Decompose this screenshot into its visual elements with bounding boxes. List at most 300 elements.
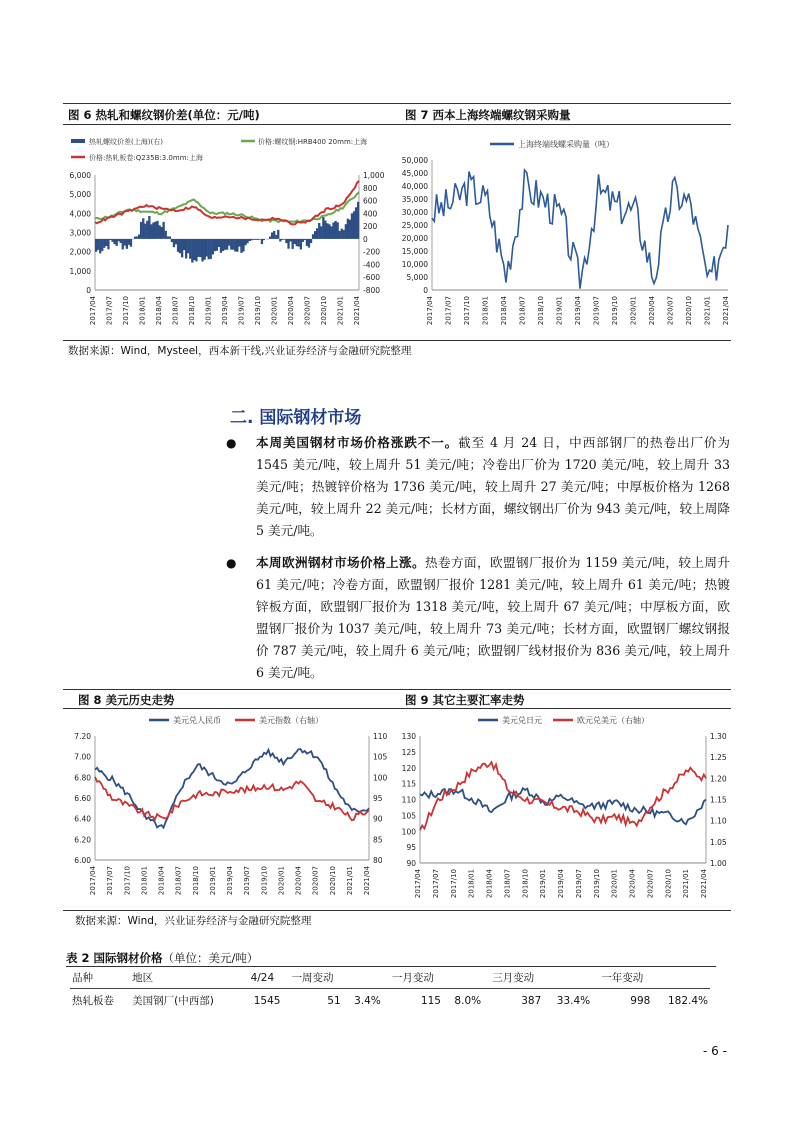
table-cell: 51 [327,994,341,1007]
x-tick-label: 2018/07 [503,869,512,899]
spread-bar [244,239,246,245]
x-tick-label: 2020/01 [629,296,638,326]
spread-bar [191,239,193,263]
spread-bar [113,239,115,244]
x-tick-label: 2018/10 [537,296,545,326]
spread-bar [101,239,103,251]
y-tick-label: 6.00 [74,856,91,865]
x-tick-label: 2021/04 [700,869,708,899]
x-tick-label: 2020/10 [328,866,337,896]
fig9-title: 图 9 其它主要汇率走势 [405,693,525,707]
x-tick-label: 2019/04 [574,296,582,326]
table-cell: 热轧板卷 [72,995,114,1007]
table-header-row [70,967,710,989]
x-tick-label: 2020/07 [303,296,312,326]
x-tick-label: 2019/01 [208,866,217,896]
spread-bar [294,239,296,244]
y-tick-label: 125 [401,747,416,757]
bullet-us-market [226,432,730,542]
spread-bar [271,233,273,239]
x-tick-label: 2021/04 [722,296,730,326]
x-tick-label: 2018/07 [171,296,180,326]
spread-bar [242,239,244,252]
y-tick-label: 2,000 [69,247,91,257]
spread-bar [316,228,318,239]
spread-bar [306,239,308,246]
table-header-cell [343,967,383,989]
table-header-cell [443,967,483,989]
y-tick-label: 5,000 [69,190,91,200]
spread-bar [195,239,197,262]
x-tick-label: 2018/01 [467,869,476,899]
spread-bar [287,239,289,249]
spread-bar [199,239,201,257]
table-cell: 182.4% [667,994,708,1007]
spread-bar [169,237,171,239]
fig9-legend-eur: 欧元兑美元（右轴） [577,716,649,725]
x-tick-label: 2020/10 [320,296,328,326]
spread-bar [99,239,101,254]
spread-bar [175,239,177,244]
spread-bar [187,239,189,253]
x-tick-label: 2017/10 [463,296,471,326]
y-tick-label: 0 [86,286,91,295]
spread-bar [263,239,265,240]
spread-bar [193,239,195,260]
y-right-tick-label: 1.25 [710,753,727,763]
spread-bar [355,207,357,239]
y-tick-label: 7.20 [74,732,91,741]
spread-bar [218,239,220,247]
y-tick-label: 6.40 [74,814,91,824]
spread-bar [255,239,257,240]
y-tick-label: 120 [401,763,416,773]
spread-bar [95,239,97,252]
section-title: 二. 国际钢材市场 [230,408,362,428]
y-right-tick-label: 1,000 [363,171,385,180]
table2-unit: （单位：美元/吨） [162,951,259,965]
x-tick-label: 2019/10 [592,869,601,899]
x-tick-label: 2020/04 [287,296,295,326]
fig7-title: 图 7 西本上海终端螺纹钢采购量 [405,108,571,122]
spread-bar [300,239,302,250]
spread-bar [124,239,126,246]
spread-bar [158,225,160,239]
spread-bar [259,239,261,240]
x-tick-label: 2018/04 [485,869,494,899]
y-right-tick-label: -800 [363,286,381,295]
spread-bar [173,239,175,247]
x-tick-label: 2018/07 [174,866,183,896]
spread-bar [206,239,208,257]
table-header-cell: 一月变动 [383,967,443,989]
x-tick-label: 2021/04 [353,296,361,326]
y-tick-label: 95 [406,843,416,853]
spread-bar [292,239,294,249]
y-tick-label: 6.80 [74,773,91,783]
spread-bar [320,226,322,239]
spread-bar [181,239,183,258]
spread-bar [236,239,238,252]
spread-bar [310,239,312,243]
x-tick-label: 2021/01 [703,296,712,326]
spread-bar [308,239,310,248]
x-tick-label: 2019/07 [592,296,601,326]
fig8-legend-dxy: 美元指数（右轴） [259,716,323,725]
y-tick-label: 5,000 [406,273,428,282]
table-cell: 美国钢厂(中西部) [132,995,214,1007]
spread-bar [234,239,236,252]
table-header-cell: 地区 [130,967,242,989]
y-tick-label: 6,000 [69,171,91,180]
x-tick-label: 2020/04 [294,866,303,896]
x-tick-label: 2018/07 [518,296,527,326]
y-tick-label: 6.20 [74,835,91,845]
spread-bar [140,222,142,239]
spread-bar [275,235,277,239]
spread-bar [324,221,326,239]
y-tick-label: 130 [401,732,416,741]
spread-bar [210,239,212,259]
x-tick-label: 2017/07 [444,296,453,326]
fig8-title: 图 8 美元历史走势 [78,693,175,707]
fig6-legend-spread: 热轧螺纹价差(上海)(右) [89,138,163,146]
table-cell: 387 [521,994,542,1007]
spread-bar [185,239,187,259]
fig7-legend: 上海终端线螺采购量（吨） [518,140,614,149]
y-right-tick-label: 90 [373,814,383,824]
spread-bar [171,239,173,242]
spread-bar [351,213,353,239]
spread-bar [353,211,355,239]
purchase-volume-line [432,170,728,289]
spread-bar [103,239,105,248]
spread-bar [226,239,228,250]
spread-bar [230,239,232,250]
fig6-chart [63,127,398,340]
spread-bar [304,239,306,240]
spread-bar [347,219,349,239]
spread-bar [144,224,146,239]
spread-bar [249,239,251,241]
spread-bar [216,239,218,251]
x-tick-label: 2019/10 [260,866,269,896]
spread-bar [332,223,334,239]
spread-bar [222,239,224,251]
spread-bar [163,222,165,239]
y-right-tick-label: -200 [363,247,381,257]
x-tick-label: 2017/07 [105,296,114,326]
spread-bar [330,226,332,239]
x-tick-label: 2018/10 [191,866,200,896]
source-note-1: 数据来源：Wind，Mysteel，西本新干线,兴业证券经济与金融研究院整理 [68,345,412,357]
spread-bar [328,224,330,239]
x-tick-label: 2019/01 [555,296,564,326]
bullet-dot-icon: ● [226,556,237,570]
y-right-tick-label: 110 [373,732,388,741]
x-tick-label: 2018/01 [140,866,149,896]
table-row [70,989,710,1013]
spread-bar [314,231,316,239]
spread-bar [285,239,287,243]
y-tick-label: 30,000 [401,208,428,217]
spread-bar [269,237,271,239]
fig6-legend-spread-swatch [71,139,85,143]
x-tick-label: 2018/04 [155,296,163,326]
spread-bar [339,231,341,239]
x-tick-label: 2020/10 [664,869,673,899]
x-tick-label: 2019/04 [221,296,229,326]
y-right-tick-label: 400 [363,209,378,219]
table-cell: 8.0% [454,994,482,1007]
y-right-tick-label: 1.20 [710,774,727,784]
x-tick-label: 2017/04 [414,869,422,899]
spread-bar [214,239,216,251]
fig6-legend-rebar: 价格:螺纹钢:HRB400 20mm:上海 [258,138,368,146]
spread-bar [279,239,281,242]
spread-bar [167,236,169,239]
spread-bar [253,239,255,240]
x-tick-label: 2021/01 [345,866,354,896]
fig6-title: 图 6 热轧和螺纹钢价差(单位：元/吨) [68,108,260,122]
y-tick-label: 0 [423,286,428,295]
table-cell: 998 [630,994,651,1007]
page-number: - 6 - [703,1044,727,1058]
spread-bar [337,222,339,239]
x-tick-label: 2020/04 [648,296,656,326]
x-tick-label: 2017/10 [449,869,458,899]
spread-bar [220,239,222,253]
spread-bar [201,239,203,262]
x-tick-label: 2019/07 [574,869,583,899]
y-right-tick-label: 800 [363,183,378,193]
y-right-tick-label: 105 [373,752,388,762]
x-tick-label: 2019/07 [243,866,252,896]
y-tick-label: 90 [406,859,416,868]
fig6-legend-hrc: 价格:热轧板卷:Q235B:3.0mm:上海 [89,154,203,162]
x-tick-label: 2018/10 [521,869,530,899]
spread-bar [138,234,140,239]
spread-bar [156,221,158,239]
spread-bar [142,218,144,239]
table-header-cell [652,967,710,989]
spread-bar [118,239,120,241]
source-note-2: 数据来源：Wind，兴业证券经济与金融研究院整理 [75,915,312,927]
y-tick-label: 3,000 [69,228,91,238]
spread-bar [326,223,328,239]
spread-bar [150,224,152,239]
bullet-us-lead: 本周美国钢材市场价格涨跌不一。 [256,435,459,450]
spread-bar [97,239,99,250]
spread-bar [343,230,345,239]
y-tick-label: 10,000 [401,260,428,269]
y-tick-label: 20,000 [401,234,428,243]
spread-bar [357,202,359,239]
y-right-tick-label: 1.00 [710,859,727,868]
y-tick-label: 15,000 [401,247,428,256]
spread-bar [120,239,122,243]
rebar-price-line [95,192,359,222]
table-cell: 33.4% [556,994,591,1007]
y-tick-label: 115 [401,779,416,789]
x-tick-label: 2018/04 [157,866,166,896]
y-tick-label: 4,000 [69,209,91,219]
spread-bar [228,239,230,246]
spread-bar [349,220,351,239]
spread-bar [240,239,242,253]
y-tick-label: 50,000 [401,156,428,165]
spread-bar [283,239,285,240]
y-tick-label: 40,000 [401,182,428,191]
fig9-chart [398,710,731,910]
spread-bar [111,239,113,242]
y-tick-label: 100 [401,827,416,837]
spread-bar [345,224,347,239]
x-tick-label: 2020/01 [277,866,286,896]
table-cell: 3.4% [354,994,381,1007]
spread-bar [179,239,181,253]
spread-bar [273,231,275,239]
x-tick-label: 2018/01 [138,296,147,326]
y-right-tick-label: 100 [373,773,388,783]
spread-bar [334,221,336,239]
spread-bar [341,229,343,239]
spread-bar [322,217,324,239]
y-tick-label: 1,000 [69,266,91,276]
x-tick-label: 2017/04 [426,296,434,326]
y-right-tick-label: -400 [363,260,381,270]
spread-bar [318,223,320,239]
x-tick-label: 2019/07 [237,296,246,326]
x-tick-label: 2020/07 [646,869,655,899]
x-tick-label: 2019/10 [611,296,619,326]
table-header-cell: 4/24 [242,967,282,989]
y-tick-label: 7.00 [74,752,91,762]
x-tick-label: 2017/07 [106,866,115,896]
x-tick-label: 2021/04 [363,866,371,896]
table-header-cell [543,967,592,989]
spread-bar [116,239,118,246]
x-tick-label: 2019/04 [557,869,565,899]
intl-steel-price-table [70,967,710,1012]
table-header-cell: 一年变动 [592,967,652,989]
y-tick-label: 35,000 [401,195,428,204]
spread-bar [197,239,199,257]
spread-bar [134,237,136,239]
y-right-tick-label: -600 [363,273,381,283]
x-tick-label: 2018/10 [188,296,196,326]
spread-bar [302,239,304,242]
spread-bar [251,239,253,240]
spread-bar [122,239,124,250]
x-tick-label: 2020/07 [311,866,320,896]
x-tick-label: 2021/01 [682,869,691,899]
table-header-cell: 一周变动 [282,967,342,989]
y-right-tick-label: 95 [373,794,383,803]
spread-bar [165,231,167,239]
fig7-chart [398,127,731,340]
spread-bar [281,239,283,240]
x-tick-label: 2019/04 [226,866,234,896]
table-header-cell: 品种 [70,967,130,989]
usdcny-line [95,749,369,828]
spread-bar [161,227,163,239]
fig8-legend-cny: 美元兑人民币 [173,716,221,725]
x-tick-label: 2020/01 [610,869,619,899]
x-tick-label: 2017/04 [89,296,97,326]
table2-caption [66,950,258,966]
spread-bar [146,221,148,239]
spread-bar [130,239,132,247]
spread-bar [126,239,128,249]
spread-bar [312,234,314,239]
y-right-tick-label: 1.30 [710,732,727,741]
spread-bar [183,239,185,250]
y-tick-label: 105 [401,811,416,821]
spread-bar [298,239,300,247]
bullet-eu-lead: 本周欧洲钢材市场价格上涨。 [256,555,425,570]
table-header-cell: 三月变动 [483,967,543,989]
x-tick-label: 2020/01 [270,296,279,326]
spread-bar [148,216,150,239]
x-tick-label: 2020/04 [628,869,637,899]
x-tick-label: 2018/04 [500,296,508,326]
spread-bar [224,239,226,250]
spread-bar [128,239,130,245]
x-tick-label: 2020/07 [666,296,675,326]
spread-bar [107,239,109,249]
spread-bar [204,239,206,260]
y-right-tick-label: 600 [363,196,378,206]
y-right-tick-label: 0 [363,234,368,244]
table2-title: 表 2 国际钢材价格 [66,951,163,965]
spread-bar [289,239,291,242]
x-tick-label: 2019/01 [204,296,213,326]
spread-bar [296,239,298,246]
y-tick-label: 6.60 [74,794,91,803]
y-right-tick-label: 1.10 [710,816,727,826]
y-right-tick-label: 200 [363,222,378,232]
bullet-eu-market [226,552,731,684]
spread-bar [261,239,263,244]
x-tick-label: 2018/01 [481,296,490,326]
table-cell: 1545 [253,994,281,1007]
spread-bar [189,239,191,259]
spread-bar [105,239,107,246]
spread-bar [238,239,240,247]
x-tick-label: 2021/01 [336,296,345,326]
spread-bar [109,239,111,240]
spread-bar [212,239,214,255]
bullet-eu-text: 热卷方面，欧盟钢厂报价为 1159 美元/吨，较上周升 61 美元/吨；冷卷方面，欧盟钢厂报价 1281 美元/吨，较上周升 61 美元/吨；热镀锌板方面，欧盟钢厂报价为 1318 美元/吨，较上周升 67 美元/吨；中厚板方面，欧盟钢厂报价为 1037 美元/吨，较上周升 73 美元/吨；长材方面，欧盟钢厂螺纹钢报价 787 美元/吨，较上周升 6 美元/吨；欧盟钢厂线材报价为 836 美元/吨，较上周升 6 美元/吨。 [256,555,731,680]
x-tick-label: 2017/04 [89,866,97,896]
y-right-tick-label: 85 [373,835,383,845]
spread-bar [152,223,154,239]
x-tick-label: 2017/07 [431,869,440,899]
fig9-legend-jpy: 美元兑日元 [502,716,542,725]
x-tick-label: 2020/10 [685,296,693,326]
y-tick-label: 110 [401,795,416,805]
y-right-tick-label: 1.05 [710,837,727,847]
spread-bar [232,239,234,250]
x-tick-label: 2017/10 [123,866,132,896]
y-tick-label: 45,000 [401,169,428,178]
spread-bar [136,236,138,238]
spread-bar [177,239,179,252]
spread-bar [154,222,156,239]
y-right-tick-label: 1.15 [710,795,727,805]
table-cell: 115 [420,994,441,1007]
